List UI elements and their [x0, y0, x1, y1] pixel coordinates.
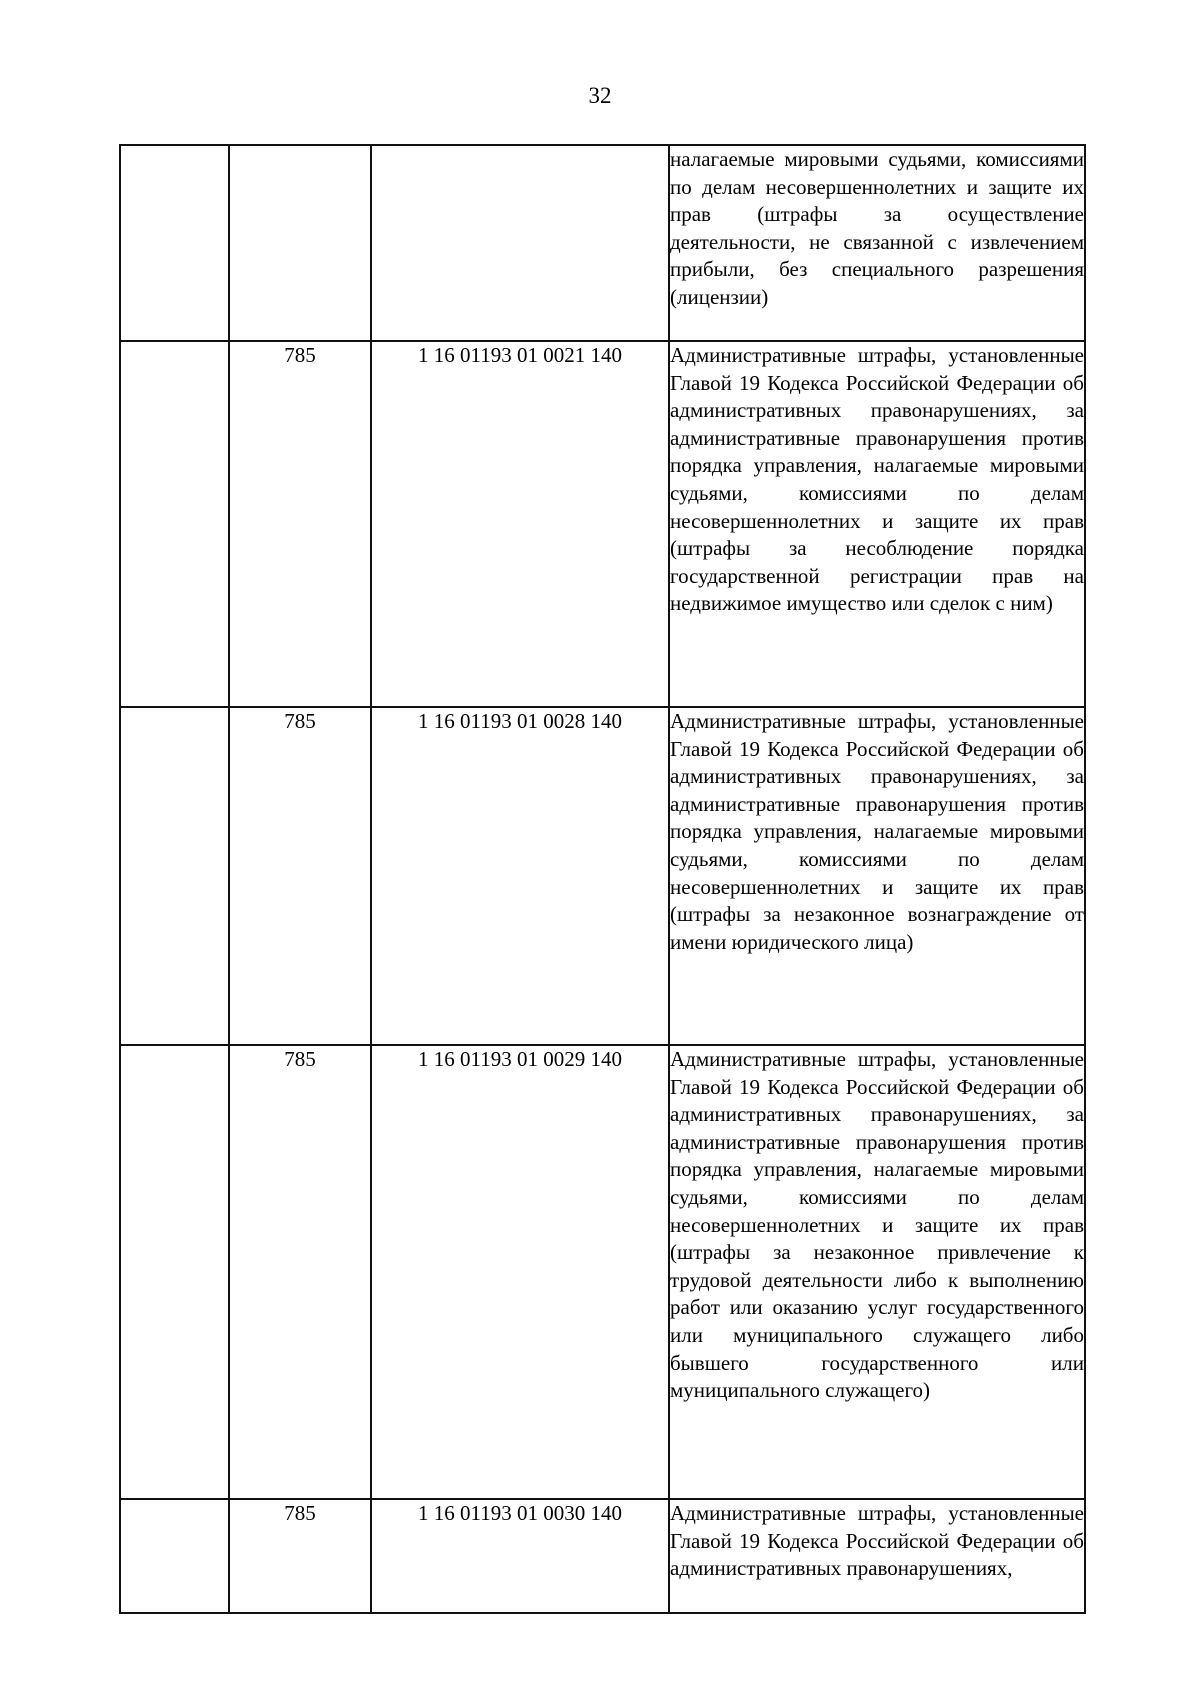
description-cell [669, 341, 1085, 707]
kbk-code-cell: 1 16 01193 01 0030 140 [371, 1499, 669, 1613]
table-cell-empty [120, 1499, 229, 1613]
table-cell-empty [120, 1045, 229, 1499]
description-text: Административные штрафы, установленные Главой 19 Кодекса Российской Федерации об административных правонарушениях, [670, 1501, 1084, 1581]
admin-code-cell: 785 [229, 1045, 371, 1499]
description-cell [669, 1045, 1085, 1499]
table-row [120, 341, 1085, 707]
kbk-code-cell: 1 16 01193 01 0029 140 [371, 1045, 669, 1499]
kbk-code-cell: 1 16 01193 01 0021 140 [371, 341, 669, 707]
description-text: Административные штрафы, установленные Главой 19 Кодекса Российской Федерации об административных правонарушениях, за административные правонарушения против порядка управления, налагаемые мировыми судьями, комиссиями по делам несовершеннолетних и защите их прав (штрафы за незаконное привлечение к трудовой деятельности либо к выполнению работ или оказанию услуг государственного или муниципального служащего либо бывшего государственного или муниципального служащего) [670, 1047, 1084, 1403]
description-cell [669, 707, 1085, 1045]
table-row [120, 707, 1085, 1045]
admin-code-cell: 785 [229, 341, 371, 707]
kbk-code-cell: 1 16 01193 01 0028 140 [371, 707, 669, 1045]
budget-classification-table [119, 144, 1086, 1614]
description-text: Административные штрафы, установленные Главой 19 Кодекса Российской Федерации об административных правонарушениях, за административные правонарушения против порядка управления, налагаемые мировыми судьями, комиссиями по делам несовершеннолетних и защите их прав (штрафы за несоблюдение порядка государственной регистрации прав на недвижимое имущество или сделок с ним) [670, 343, 1084, 616]
table-cell-empty [120, 707, 229, 1045]
table-row [120, 1499, 1085, 1613]
admin-code-cell [229, 145, 371, 341]
table-row [120, 145, 1085, 341]
table-row [120, 1045, 1085, 1499]
page-number: 32 [588, 83, 612, 108]
description-cell [669, 1499, 1085, 1613]
description-text: налагаемые мировыми судьями, комиссиями по делам несовершеннолетних и защите их прав (штрафы за осуществление деятельности, не связанной с извлечением прибыли, без специального разрешения (лицензии) [670, 147, 1084, 309]
admin-code-cell: 785 [229, 707, 371, 1045]
description-text: Административные штрафы, установленные Главой 19 Кодекса Российской Федерации об административных правонарушениях, за административные правонарушения против порядка управления, налагаемые мировыми судьями, комиссиями по делам несовершеннолетних и защите их прав (штрафы за незаконное вознаграждение от имени юридического лица) [670, 709, 1084, 954]
admin-code-cell: 785 [229, 1499, 371, 1613]
table-cell-empty [120, 341, 229, 707]
description-cell [669, 145, 1085, 341]
table-cell-empty [120, 145, 229, 341]
kbk-code-cell [371, 145, 669, 341]
